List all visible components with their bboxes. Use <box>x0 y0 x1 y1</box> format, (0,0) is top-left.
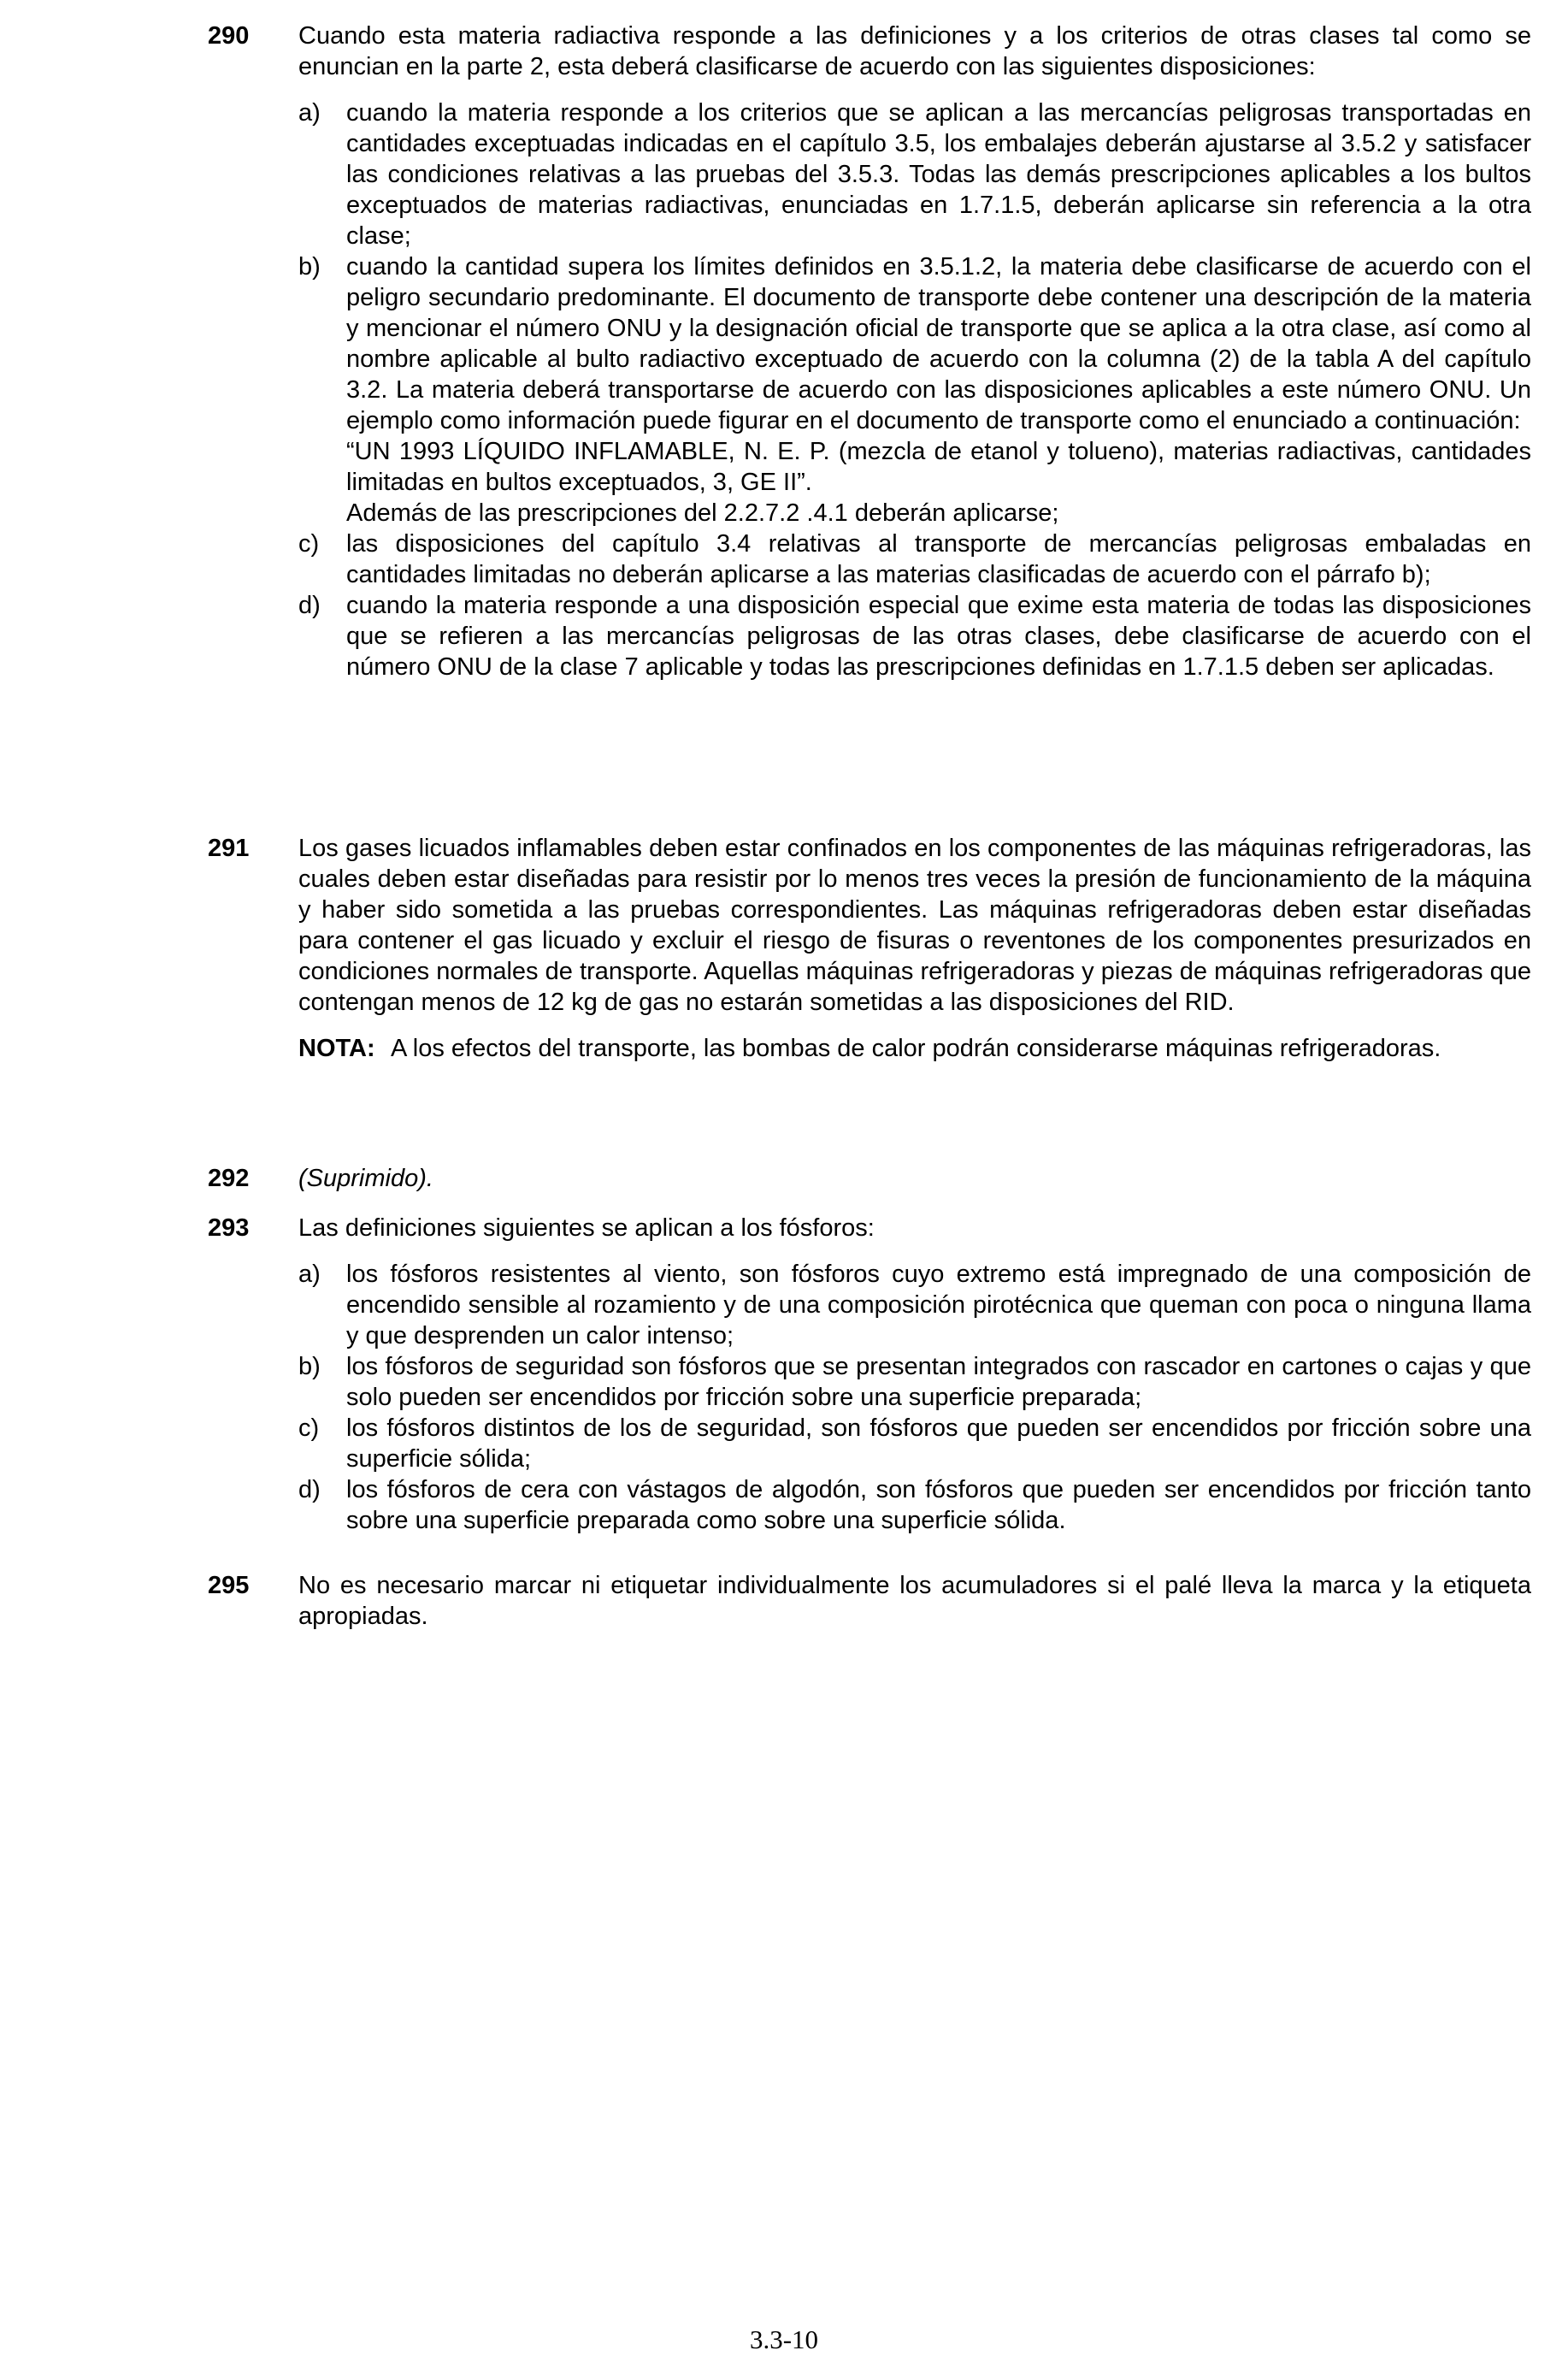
provision-intro: No es necesario marcar ni etiquetar individualmente los acumuladores si el palé lleva la marca y la etiqueta apropiadas. <box>298 1572 1531 1630</box>
item-text: los fósforos de seguridad son fósforos que se presentan integrados con rascador en cartones o cajas y que solo pueden ser encendidos por fricción sobre una superficie preparada; <box>346 1353 1531 1411</box>
provision-number: 291 <box>208 835 250 862</box>
item-text: Además de las prescripciones del 2.2.7.2 .4.1 deberán aplicarse; <box>346 499 1059 527</box>
provision-body <box>298 833 1531 1064</box>
item-letter: c) <box>298 1414 320 1442</box>
item-letter: a) <box>298 1261 321 1288</box>
item-letter: a) <box>298 99 321 127</box>
provision-body <box>298 1213 1531 1536</box>
item-letter: b) <box>298 253 321 281</box>
provision-intro: Los gases licuados inflamables deben estar confinados en los componentes de las máquinas refrigeradoras, las cuales deben estar diseñadas para resistir por lo menos tres veces la presión de funcionamiento de la máquina y haber sido sometida a las pruebas correspondientes. Las máquinas refrigeradoras deben estar diseñadas para contener el gas licuado y excluir el riesgo de fisuras o reventones de los componentes presurizados en condiciones normales de transporte. Aquellas máquinas refrigeradoras y piezas de máquinas refrigeradoras que contengan menos de 12 kg de gas no estarán sometidas a las disposiciones del RID. <box>298 835 1531 1016</box>
item-letter: b) <box>298 1353 321 1380</box>
list-item-a <box>298 1259 1531 1351</box>
item-text: los fósforos resistentes al viento, son fósforos cuyo extremo está impregnado de una composición de encendido sensible al rozamiento y de una composición pirotécnica que queman con poca o ninguna llama y que desprenden un calor intenso; <box>346 1261 1531 1349</box>
page-number: 3.3-10 <box>749 2324 819 2354</box>
item-letter: d) <box>298 1476 321 1503</box>
item-text: cuando la materia responde a una disposición especial que exime esta materia de todas las disposiciones que se refieren a las mercancías peligrosas de las otras clases, debe clasificarse de acuerdo con el número ONU de la clase 7 aplicable y todas las prescripciones definidas en 1.7.1.5 deben ser aplicadas. <box>346 592 1531 681</box>
list-item-b <box>298 251 1531 529</box>
provision-intro: Cuando esta materia radiactiva responde a las definiciones y a los criterios de otras clases tal como se enuncian en la parte 2, esta deberá clasificarse de acuerdo con las siguientes disposiciones: <box>298 22 1531 80</box>
item-text: las disposiciones del capítulo 3.4 relativas al transporte de mercancías peligrosas embaladas en cantidades limitadas no deberán aplicarse a las materias clasificadas de acuerdo con el párrafo b); <box>346 530 1531 588</box>
provision-number: 290 <box>208 22 250 50</box>
list-item-d <box>298 590 1531 682</box>
provision-number: 292 <box>208 1165 250 1192</box>
item-text: cuando la cantidad supera los límites definidos en 3.5.1.2, la materia debe clasificarse de acuerdo con el peligro secundario predominante. El documento de transporte debe contener una descripción de la materia y mencionar el número ONU y la designación oficial de transporte que se aplica a la otra clase, así como al nombre aplicable al bulto radiactivo exceptuado de acuerdo con la columna (2) de la tabla A del capítulo 3.2. La materia deberá transportarse de acuerdo con las disposiciones aplicables a este número ONU. Un ejemplo como información puede figurar en el documento de transporte como el enunciado a continuación: <box>346 253 1531 434</box>
list-item-c <box>298 529 1531 590</box>
provision-intro: (Suprimido). <box>298 1165 433 1192</box>
note-text: A los efectos del transporte, las bombas de calor podrán considerarse máquinas refrigeradoras. <box>391 1035 1441 1062</box>
list-item-a <box>298 97 1531 251</box>
item-text: los fósforos de cera con vástagos de algodón, son fósforos que pueden ser encendidos por fricción tanto sobre una superficie preparada como sobre una superficie sólida. <box>346 1476 1531 1534</box>
provision-number: 295 <box>208 1572 250 1599</box>
item-letter: d) <box>298 592 321 619</box>
item-example-text: “UN 1993 LÍQUIDO INFLAMABLE, N. E. P. (mezcla de etanol y tolueno), materias radiactivas, cantidades limitadas en bultos exceptuados, 3, GE II”. <box>346 438 1531 496</box>
note-label: NOTA: <box>298 1035 375 1062</box>
provision-number: 293 <box>208 1214 250 1242</box>
note <box>298 1033 1531 1064</box>
provision-list <box>298 1259 1531 1536</box>
item-text: cuando la materia responde a los criterios que se aplican a las mercancías peligrosas transportadas en cantidades exceptuadas indicadas en el capítulo 3.5, los embalajes deberán ajustarse al 3.5.2 y satisfacer las condiciones relativas a las pruebas del 3.5.3. Todas las demás prescripciones aplicables a los bultos exceptuados de materias radiactivas, enunciadas en 1.7.1.5, deberán aplicarse sin referencia a la otra clase; <box>346 99 1531 250</box>
provision-body <box>298 1570 1531 1632</box>
provision-list <box>298 97 1531 682</box>
item-text: los fósforos distintos de los de seguridad, son fósforos que pueden ser encendidos por fricción sobre una superficie sólida; <box>346 1414 1531 1473</box>
list-item-b <box>298 1351 1531 1413</box>
list-item-d <box>298 1474 1531 1536</box>
provision-body <box>298 1163 1531 1194</box>
provision-intro: Las definiciones siguientes se aplican a los fósforos: <box>298 1214 875 1242</box>
item-letter: c) <box>298 530 320 558</box>
provision-body <box>298 21 1531 682</box>
list-item-c <box>298 1413 1531 1474</box>
